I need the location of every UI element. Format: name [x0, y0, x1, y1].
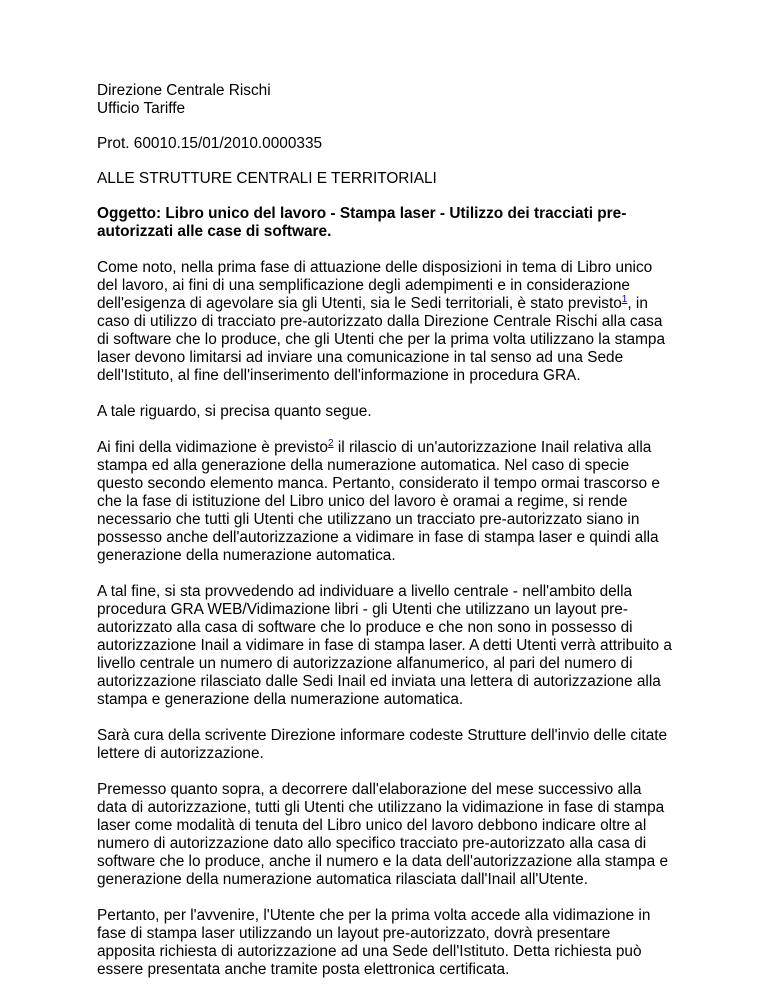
office-subunit: Ufficio Tariffe [97, 100, 186, 117]
subject-line: Oggetto: Libro unico del lavoro - Stampa laser - Utilizzo dei tracciati pre-autorizzati alle case di software. [97, 205, 627, 240]
paragraph-7: Pertanto, per l'avvenire, l'Utente che per la prima volta accede alla vidimazione in fase di stampa laser utilizzando un layout pre-autorizzato, dovrà presentare apposita richiesta di autorizzazione ad una Sede dell'Istituto. Detta richiesta può essere presentata anche tramite posta elettronica certificata. [97, 907, 651, 978]
sender-block [97, 82, 672, 118]
letter-body [97, 82, 672, 997]
footnote-link-2[interactable]: 2 [327, 437, 334, 449]
paragraph-3-text-a: Ai fini della vidimazione è previsto [97, 439, 328, 456]
paragraph-1-text-b: , in caso di utilizzo di tracciato pre-autorizzato dalla Direzione Centrale Rischi alla casa di software che lo produce, che gli Utenti che per la prima volta utilizzano la stampa laser devono limitarsi ad inviare una comunicazione in tal senso ad una Sede dell'Istituto, al fine dell'inserimento dell'informazione in procedura GRA. [97, 295, 666, 384]
paragraph-2: A tale riguardo, si precisa quanto segue. [97, 403, 372, 420]
footnote-link-1[interactable]: 1 [621, 293, 628, 305]
office-name: Direzione Centrale Rischi [97, 82, 271, 99]
paragraph-3 [97, 439, 672, 565]
paragraph-5: Sarà cura della scrivente Direzione informare codeste Strutture dell'invio delle citate lettere di autorizzazione. [97, 727, 668, 762]
paragraph-6: Premesso quanto sopra, a decorrere dall'elaborazione del mese successivo alla data di autorizzazione, tutti gli Utenti che utilizzano la vidimazione in fase di stampa laser come modalità di tenuta del Libro unico del lavoro debbono indicare oltre al numero di autorizzazione dato allo specifico tracciato pre-autorizzato alla casa di software che lo produce, anche il numero e la data dell'autorizzazione alla stampa e generazione della numerazione automatica rilasciata dall'Inail all'Utente. [97, 781, 669, 888]
paragraph-1 [97, 259, 672, 385]
paragraph-3-text-b: il rilascio di un'autorizzazione Inail relativa alla stampa ed alla generazione della numerazione automatica. Nel caso di specie questo secondo elemento manca. Pertanto, considerato il tempo ormai trascorso e che la fase di istituzione del Libro unico del lavoro è oramai a regime, si rende necessario che tutti gli Utenti che utilizzano un tracciato pre-autorizzato siano in possesso anche dell'autorizzazione a vidimare in fase di stampa laser e quindi alla generazione della numerazione automatica. [97, 439, 660, 564]
paragraph-1-text-a: Come noto, nella prima fase di attuazione delle disposizioni in tema di Libro unico del lavoro, ai fini di una semplificazione degli adempimenti e in considerazione dell'esigenza di agevolare sia gli Utenti, sia le Sedi territoriali, è stato previsto [97, 259, 653, 312]
recipients-line: ALLE STRUTTURE CENTRALI E TERRITORIALI [97, 170, 437, 187]
paragraph-4: A tal fine, si sta provvedendo ad individuare a livello centrale - nell'ambito della procedura GRA WEB/Vidimazione libri - gli Utenti che utilizzano un layout pre-autorizzato alla casa di software che lo produce e che non sono in possesso di autorizzazione Inail a vidimare in fase di stampa laser. A detti Utenti verrà attribuito a livello centrale un numero di autorizzazione alfanumerico, al pari del numero di autorizzazione rilasciato dalle Sedi Inail ed inviata una lettera di autorizzazione alla stampa e generazione della numerazione automatica. [97, 583, 672, 708]
protocol-number: Prot. 60010.15/01/2010.0000335 [97, 135, 323, 152]
